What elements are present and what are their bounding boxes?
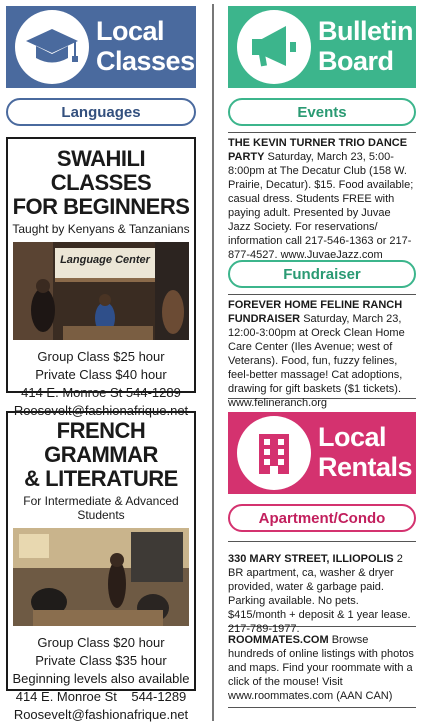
divider bbox=[228, 294, 416, 295]
listing-lead: THE KEVIN TURNER TRIO DANCE PARTY bbox=[228, 137, 408, 163]
ad-line: Beginning levels also available bbox=[12, 671, 190, 686]
ad-line: Roosevelt@fashionafrique.net bbox=[13, 707, 189, 722]
megaphone-icon bbox=[237, 10, 311, 84]
classroom-photo bbox=[13, 528, 189, 626]
french-grammar-ad bbox=[6, 411, 196, 722]
right-column bbox=[228, 6, 416, 708]
ad-title: SWAHILI CLASSES bbox=[50, 146, 152, 195]
category-apartment-condo: Apartment/Condo bbox=[228, 504, 416, 532]
listing-lead: FOREVER HOME FELINE RANCH FUNDRAISER bbox=[228, 299, 403, 325]
header-title: Local Rentals bbox=[318, 422, 413, 482]
swahili-classes-ad bbox=[6, 137, 196, 418]
category-events: Events bbox=[228, 98, 416, 126]
listing-feline-ranch bbox=[228, 298, 416, 409]
classroom-photo bbox=[13, 242, 189, 340]
photo-sign: Language Center bbox=[60, 254, 150, 266]
building-icon bbox=[237, 416, 311, 490]
ad-title: & LITERATURE bbox=[24, 466, 178, 491]
ad-line: 414 E. Monroe St 544-1289 bbox=[15, 689, 187, 704]
graduation-cap-icon bbox=[15, 10, 89, 84]
listing-kevin-turner bbox=[228, 136, 416, 261]
local-classes-header bbox=[6, 6, 196, 88]
listing-body: 2 BR apartment, ca, washer & dryer provided, water & garbage paid. Parking available. No pets. $415/month + deposit & 1 year lease. 217-789-1977. bbox=[228, 553, 411, 635]
ad-line: Group Class $25 hour bbox=[37, 349, 165, 364]
category-fundraiser: Fundraiser bbox=[228, 260, 416, 288]
header-title: Bulletin Board bbox=[318, 16, 413, 76]
ad-subtitle: For Intermediate & Advanced Students bbox=[23, 494, 179, 522]
listing-roommates bbox=[228, 633, 416, 705]
column-divider bbox=[212, 4, 214, 721]
listing-body: Saturday, March 23, 12:00-3:00pm at Oreck Clean Home Care Center (Iles Avenue; west of Veterans). Food, fun, fuzzy felines, feel-better massage! Cat adoptions, drawing for gift baskets ($1 tickets). www.felineranch.org bbox=[228, 313, 405, 409]
ad-line: 414 E. Monroe St 544-1289 bbox=[21, 385, 181, 400]
category-languages: Languages bbox=[6, 98, 196, 126]
ad-line: Roosevelt@fashionafrique.net bbox=[13, 403, 189, 418]
bulletin-board-header bbox=[228, 6, 416, 88]
listing-lead: 330 MARY STREET, ILLIOPOLIS bbox=[228, 553, 394, 565]
ad-line: Private Class $40 hour bbox=[35, 367, 167, 382]
divider bbox=[228, 132, 416, 133]
ad-title: FRENCH GRAMMAR bbox=[44, 418, 158, 467]
divider bbox=[228, 707, 416, 708]
listing-body: Browse hundreds of online listings with photos and maps. Find your roommate with a click of the mouse! Visit www.roommates.com (AAN CAN) bbox=[228, 634, 414, 702]
left-column bbox=[6, 6, 196, 722]
listing-mary-street bbox=[228, 552, 416, 635]
divider bbox=[228, 541, 416, 542]
listing-lead: ROOMMATES.COM bbox=[228, 634, 329, 646]
listing-body: Saturday, March 23, 5:00-8:00pm at The Decatur Club (158 W. Prairie, Decatur). $15. Food available; casual dress. Students FREE with paying adult. Presented by Juvae Jazz Society. For reservations/ information call 217-546-1363 or 217-877-4527. www.JuvaeJazz.com bbox=[228, 151, 414, 261]
ad-line: Group Class $20 hour bbox=[37, 635, 165, 650]
header-title: Local Classes bbox=[96, 16, 195, 76]
ad-line: Private Class $35 hour bbox=[35, 653, 167, 668]
local-rentals-header bbox=[228, 412, 416, 494]
ad-title: FOR BEGINNERS bbox=[12, 194, 190, 219]
ad-subtitle: Taught by Kenyans & Tanzanians bbox=[12, 222, 190, 236]
